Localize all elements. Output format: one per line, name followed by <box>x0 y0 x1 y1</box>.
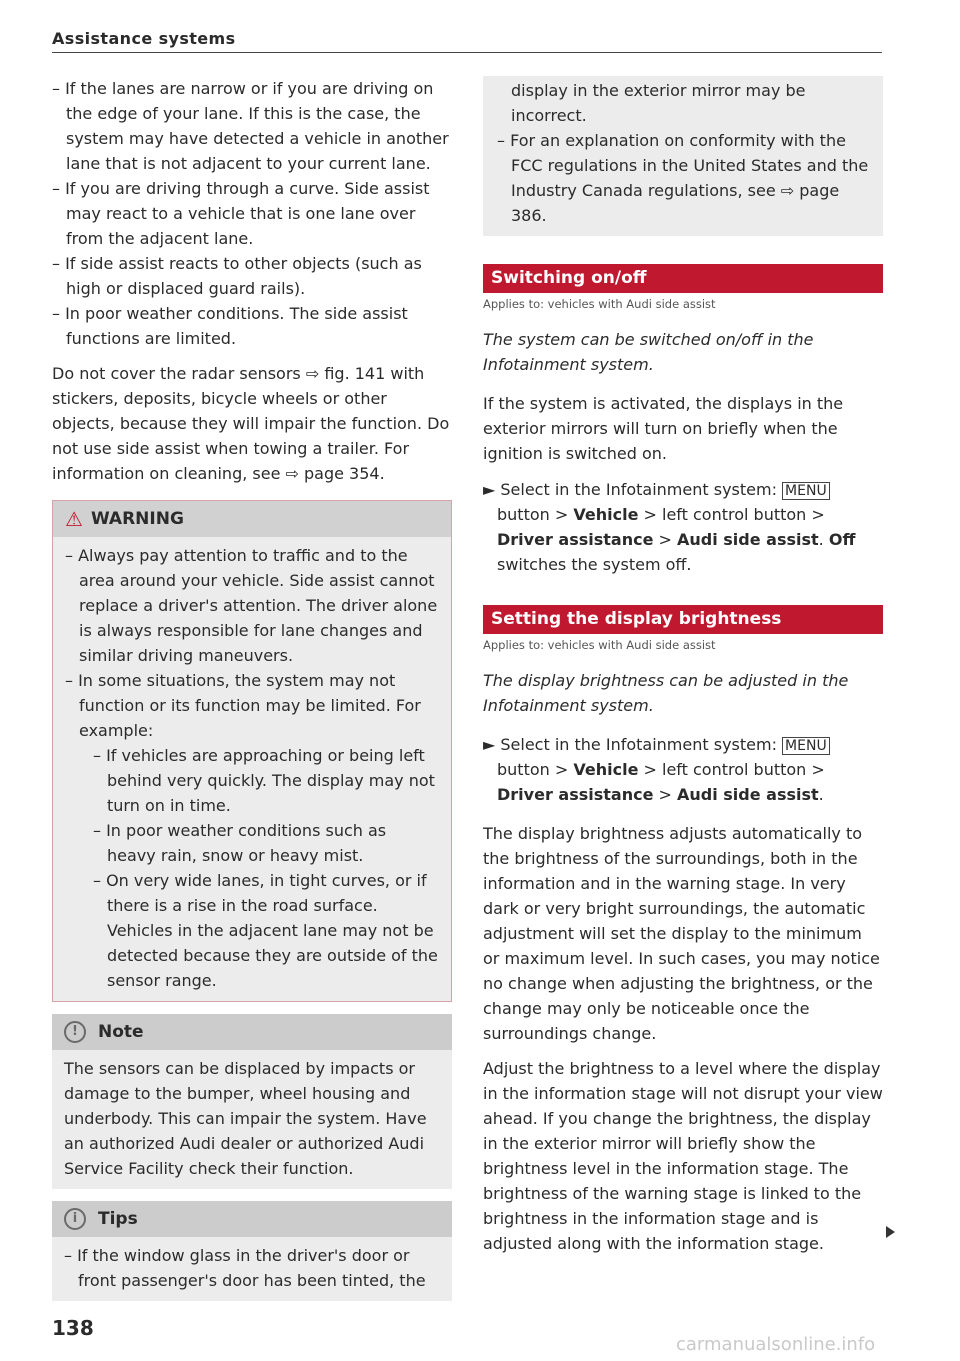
exclamation-circle-icon: ! <box>64 1021 86 1043</box>
tips-continuation <box>483 76 883 236</box>
activation-paragraph: If the system is activated, the displays in the exterior mirrors will turn on briefly when the ignition is switched on. <box>483 394 844 463</box>
warning-item: – In some situations, the system may not function or its function may be limited. For example: <box>65 671 421 740</box>
menu-path-audi-side-assist: Audi side assist <box>677 530 819 549</box>
step-text: > <box>653 530 677 549</box>
menu-path-driver-assistance: Driver assistance <box>497 530 654 549</box>
applies-to-note: Applies to: vehicles with Audi side assist <box>483 638 716 652</box>
step-text: . <box>818 530 829 549</box>
section-intro: The display brightness can be adjusted in the Infotainment system. <box>483 671 849 715</box>
menu-path-vehicle: Vehicle <box>573 760 639 779</box>
instruction-step <box>483 732 883 807</box>
page-section-title: Assistance systems <box>52 29 236 48</box>
tips-body <box>52 1237 452 1301</box>
brightness-paragraph: Adjust the brightness to a level where the display in the information stage will not disrupt your view ahead. If you change the brightness, the display in the exterior mirror will briefly show the brightness level in the information stage. The brightness of the warning stage is linked to the brightness in the information stage and is adjusted along with the information stage. <box>483 1059 883 1253</box>
tips-continuation-text: display in the exterior mirror may be incorrect. <box>511 81 806 125</box>
section-intro: The system can be switched on/off in the Infotainment system. <box>483 330 814 374</box>
applies-to-note: Applies to: vehicles with Audi side assist <box>483 297 716 311</box>
limitation-item: – In poor weather conditions. The side assist functions are limited. <box>52 304 408 348</box>
note-body <box>52 1050 452 1189</box>
note-title: Note <box>98 1022 144 1042</box>
warning-body <box>53 537 451 1001</box>
step-text: ► Select in the Infotainment system: <box>483 480 783 499</box>
note-text: The sensors can be displaced by impacts or damage to the bumper, wheel housing and underbody. This can impair the system. Have an authorized Audi dealer or authorized Audi Service Facility check their function. <box>64 1059 427 1178</box>
radar-sensor-paragraph: Do not cover the radar sensors ⇨ fig. 141 with stickers, deposits, bicycle wheels or other objects, because they will impair the function. Do not use side assist when towing a trailer. For information on cleaning, see ⇨ page 354. <box>52 364 450 483</box>
warning-header <box>53 501 451 537</box>
right-column <box>483 76 883 1256</box>
warning-subitem: – In poor weather conditions such as heavy rain, snow or heavy mist. <box>93 821 387 865</box>
step-text: button > <box>497 760 574 779</box>
warning-item: – Always pay attention to traffic and to the area around your vehicle. Side assist cannot replace a driver's attention. The driver alone is always responsible for lane changes and similar driving maneuvers. <box>65 546 438 665</box>
section-heading-brightness: Setting the display brightness <box>483 605 883 634</box>
section-heading-switching: Switching on/off <box>483 264 883 293</box>
continue-arrow-icon <box>886 1226 895 1238</box>
left-column <box>52 76 452 1301</box>
tips-fcc-item: – For an explanation on conformity with the FCC regulations in the United States and the Industry Canada regulations, see ⇨ page 386. <box>497 131 869 225</box>
tips-header <box>52 1201 452 1237</box>
tips-box <box>52 1201 452 1301</box>
note-header <box>52 1014 452 1050</box>
instruction-step <box>483 477 883 577</box>
limitation-item: – If you are driving through a curve. Side assist may react to a vehicle that is one lane over from the adjacent lane. <box>52 179 430 248</box>
brightness-paragraph: The display brightness adjusts automatically to the brightness of the surroundings, both in the information and in the warning stage. In very dark or very bright surroundings, the automatic adjustment will set the display to the minimum or maximum level. In such cases, you may notice no change when adjusting the brightness, or the change may only be noticeable once the surroundings change. <box>483 824 880 1043</box>
page-number: 138 <box>52 1316 94 1340</box>
step-text: > left control button > <box>638 760 825 779</box>
menu-key: MENU <box>782 482 830 500</box>
header-divider <box>52 52 882 53</box>
limitation-item: – If side assist reacts to other objects (such as high or displaced guard rails). <box>52 254 422 298</box>
menu-path-driver-assistance: Driver assistance <box>497 785 654 804</box>
warning-subitem: – If vehicles are approaching or being left behind very quickly. The display may not turn on in time. <box>93 746 435 815</box>
step-text: button > <box>497 505 574 524</box>
step-text: . <box>818 785 824 804</box>
step-text: ► Select in the Infotainment system: <box>483 735 783 754</box>
limitation-item: – If the lanes are narrow or if you are driving on the edge of your lane. If this is the case, the system may have detected a vehicle in another lane that is not adjacent to your current lane. <box>52 79 449 173</box>
warning-triangle-icon: ⚠ <box>65 507 83 531</box>
menu-path-audi-side-assist: Audi side assist <box>677 785 819 804</box>
menu-path-off: Off <box>828 530 856 549</box>
tips-title: Tips <box>98 1209 138 1229</box>
menu-key: MENU <box>782 737 830 755</box>
note-box <box>52 1014 452 1189</box>
warning-box <box>52 500 452 1002</box>
warning-title: WARNING <box>90 509 184 529</box>
warning-subitem: – On very wide lanes, in tight curves, or if there is a rise in the road surface. Vehicles in the adjacent lane may not be detected because they are outside of the sensor range. <box>93 871 438 990</box>
menu-path-vehicle: Vehicle <box>573 505 639 524</box>
step-text: > left control button > <box>638 505 825 524</box>
info-circle-icon: i <box>64 1208 86 1230</box>
step-text: switches the system off. <box>497 555 692 574</box>
watermark: carmanualsonline.info <box>676 1334 876 1355</box>
step-text: > <box>653 785 677 804</box>
tips-item: – If the window glass in the driver's door or front passenger's door has been tinted, the <box>64 1246 426 1290</box>
